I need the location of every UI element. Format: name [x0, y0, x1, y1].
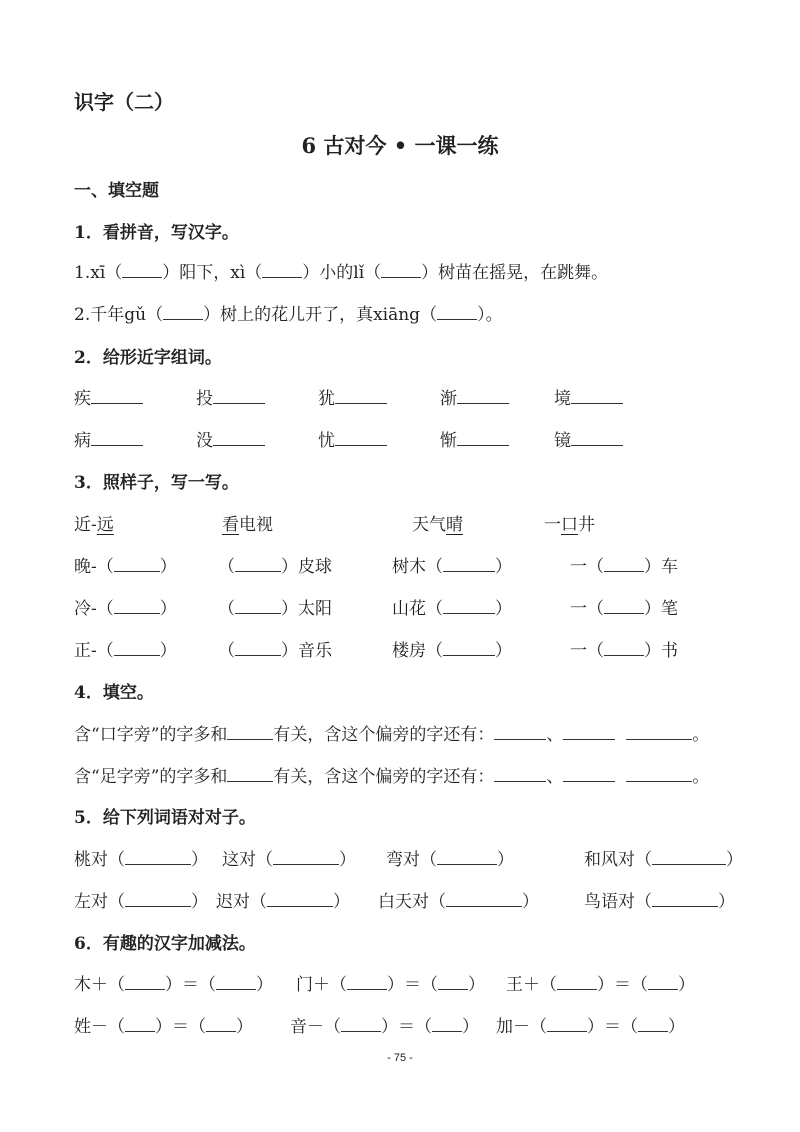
q6-item: 木＋（ ）＝（ ） [74, 975, 273, 995]
q1-line-1: 1.xī（ ）阳下，xì（ ）小的lǐ（ ）树苗在摇晃，在跳舞。 [74, 263, 609, 283]
answer-blank[interactable] [206, 1017, 236, 1032]
q2-item: 病 [74, 426, 143, 451]
q5-item: 这对（ ） [222, 850, 356, 870]
answer-blank[interactable] [273, 850, 339, 865]
answer-blank[interactable] [125, 892, 191, 907]
q4-line-1: 含“口字旁”的字多和 有关，含这个偏旁的字还有： 、 。 [74, 725, 710, 745]
q3-item: 一（ ）笔 [570, 599, 678, 619]
answer-blank[interactable] [604, 599, 644, 614]
lesson-title: 6 古对今 • 一课一练 [301, 133, 499, 158]
answer-blank[interactable] [122, 263, 162, 278]
q3-item: （ ）太阳 [218, 599, 332, 619]
unit-title: 识字（二） [74, 90, 174, 114]
page-number: - 75 - [387, 1052, 413, 1064]
answer-blank[interactable] [125, 975, 165, 990]
q6-item: 加－（ ）＝（ ） [496, 1017, 685, 1037]
answer-blank[interactable] [547, 1017, 587, 1032]
answer-blank[interactable] [604, 641, 644, 656]
q1-line-2: 2.千年gǔ（ ）树上的花儿开了，真xiāng（ ）。 [74, 305, 503, 325]
q3-item: 楼房（ ） [392, 641, 512, 661]
answer-blank[interactable] [213, 431, 265, 446]
q3-item: 一（ ）书 [570, 641, 678, 661]
answer-blank[interactable] [347, 975, 387, 990]
answer-blank[interactable] [563, 725, 615, 740]
q5-heading: 5．给下列词语对对子。 [74, 808, 256, 828]
q2-item: 疾 [74, 384, 143, 409]
answer-blank[interactable] [494, 725, 546, 740]
answer-blank[interactable] [652, 850, 726, 865]
answer-blank[interactable] [563, 767, 615, 782]
answer-blank[interactable] [114, 557, 160, 572]
q3-example-3: 天气晴 [412, 515, 463, 535]
answer-blank[interactable] [438, 975, 468, 990]
answer-blank[interactable] [443, 641, 495, 656]
q2-item: 渐 [440, 384, 509, 409]
answer-blank[interactable] [227, 767, 273, 782]
q5-item: 迟对（ ） [216, 892, 350, 912]
q3-item: （ ）皮球 [218, 557, 332, 577]
answer-blank[interactable] [125, 1017, 155, 1032]
answer-blank[interactable] [557, 975, 597, 990]
answer-blank[interactable] [335, 431, 387, 446]
answer-blank[interactable] [91, 431, 143, 446]
q5-item: 和风对（ ） [584, 850, 743, 870]
answer-blank[interactable] [235, 599, 281, 614]
q3-item: 树木（ ） [392, 557, 512, 577]
q3-item: 冷-（ ） [74, 599, 177, 619]
answer-blank[interactable] [626, 725, 692, 740]
answer-blank[interactable] [571, 389, 623, 404]
q3-heading: 3．照样子，写一写。 [74, 473, 239, 493]
q2-item: 没 [196, 426, 265, 451]
answer-blank[interactable] [571, 431, 623, 446]
q2-item: 忧 [318, 426, 387, 451]
answer-blank[interactable] [335, 389, 387, 404]
q2-item: 犹 [318, 384, 387, 409]
answer-blank[interactable] [91, 389, 143, 404]
q3-example-4: 一口井 [544, 515, 595, 535]
answer-blank[interactable] [604, 557, 644, 572]
answer-blank[interactable] [213, 389, 265, 404]
q4-heading: 4．填空。 [74, 683, 154, 703]
q3-item: 一（ ）车 [570, 557, 678, 577]
answer-blank[interactable] [227, 725, 273, 740]
q5-item: 弯对（ ） [386, 850, 514, 870]
q5-item: 桃对（ ） [74, 850, 208, 870]
q1-heading: 1．看拼音，写汉字。 [74, 223, 239, 243]
answer-blank[interactable] [267, 892, 333, 907]
q5-item: 鸟语对（ ） [584, 892, 735, 912]
answer-blank[interactable] [494, 767, 546, 782]
answer-blank[interactable] [114, 599, 160, 614]
answer-blank[interactable] [437, 850, 497, 865]
q5-item: 左对（ ） [74, 892, 208, 912]
answer-blank[interactable] [262, 263, 302, 278]
part-one-heading: 一、填空题 [74, 181, 159, 201]
answer-blank[interactable] [446, 892, 522, 907]
answer-blank[interactable] [638, 1017, 668, 1032]
q6-item: 音－（ ）＝（ ） [290, 1017, 479, 1037]
answer-blank[interactable] [443, 599, 495, 614]
q2-item: 投 [196, 384, 265, 409]
answer-blank[interactable] [235, 557, 281, 572]
q3-item: 正-（ ） [74, 641, 177, 661]
q3-item: 晚-（ ） [74, 557, 177, 577]
answer-blank[interactable] [163, 305, 203, 320]
q2-item: 境 [554, 384, 623, 409]
q4-line-2: 含“足字旁”的字多和 有关，含这个偏旁的字还有： 、 。 [74, 767, 710, 787]
answer-blank[interactable] [457, 389, 509, 404]
answer-blank[interactable] [216, 975, 256, 990]
q2-heading: 2．给形近字组词。 [74, 348, 222, 368]
answer-blank[interactable] [457, 431, 509, 446]
answer-blank[interactable] [626, 767, 692, 782]
answer-blank[interactable] [341, 1017, 381, 1032]
answer-blank[interactable] [432, 1017, 462, 1032]
q3-item: （ ）音乐 [218, 641, 332, 661]
q6-item: 王＋（ ）＝（ ） [506, 975, 695, 995]
answer-blank[interactable] [648, 975, 678, 990]
q2-item: 镜 [554, 426, 623, 451]
answer-blank[interactable] [443, 557, 495, 572]
answer-blank[interactable] [381, 263, 421, 278]
q3-item: 山花（ ） [392, 599, 512, 619]
answer-blank[interactable] [437, 305, 477, 320]
q6-item: 门＋（ ）＝（ ） [296, 975, 485, 995]
q3-example-2: 看电视 [222, 515, 273, 535]
answer-blank[interactable] [114, 641, 160, 656]
answer-blank[interactable] [125, 850, 191, 865]
q6-item: 姓－（ ）＝（ ） [74, 1017, 253, 1037]
q3-example-1: 近-远 [74, 515, 114, 535]
q5-item: 白天对（ ） [378, 892, 539, 912]
q6-heading: 6．有趣的汉字加减法。 [74, 934, 256, 954]
q2-item: 惭 [440, 426, 509, 451]
answer-blank[interactable] [652, 892, 718, 907]
answer-blank[interactable] [235, 641, 281, 656]
